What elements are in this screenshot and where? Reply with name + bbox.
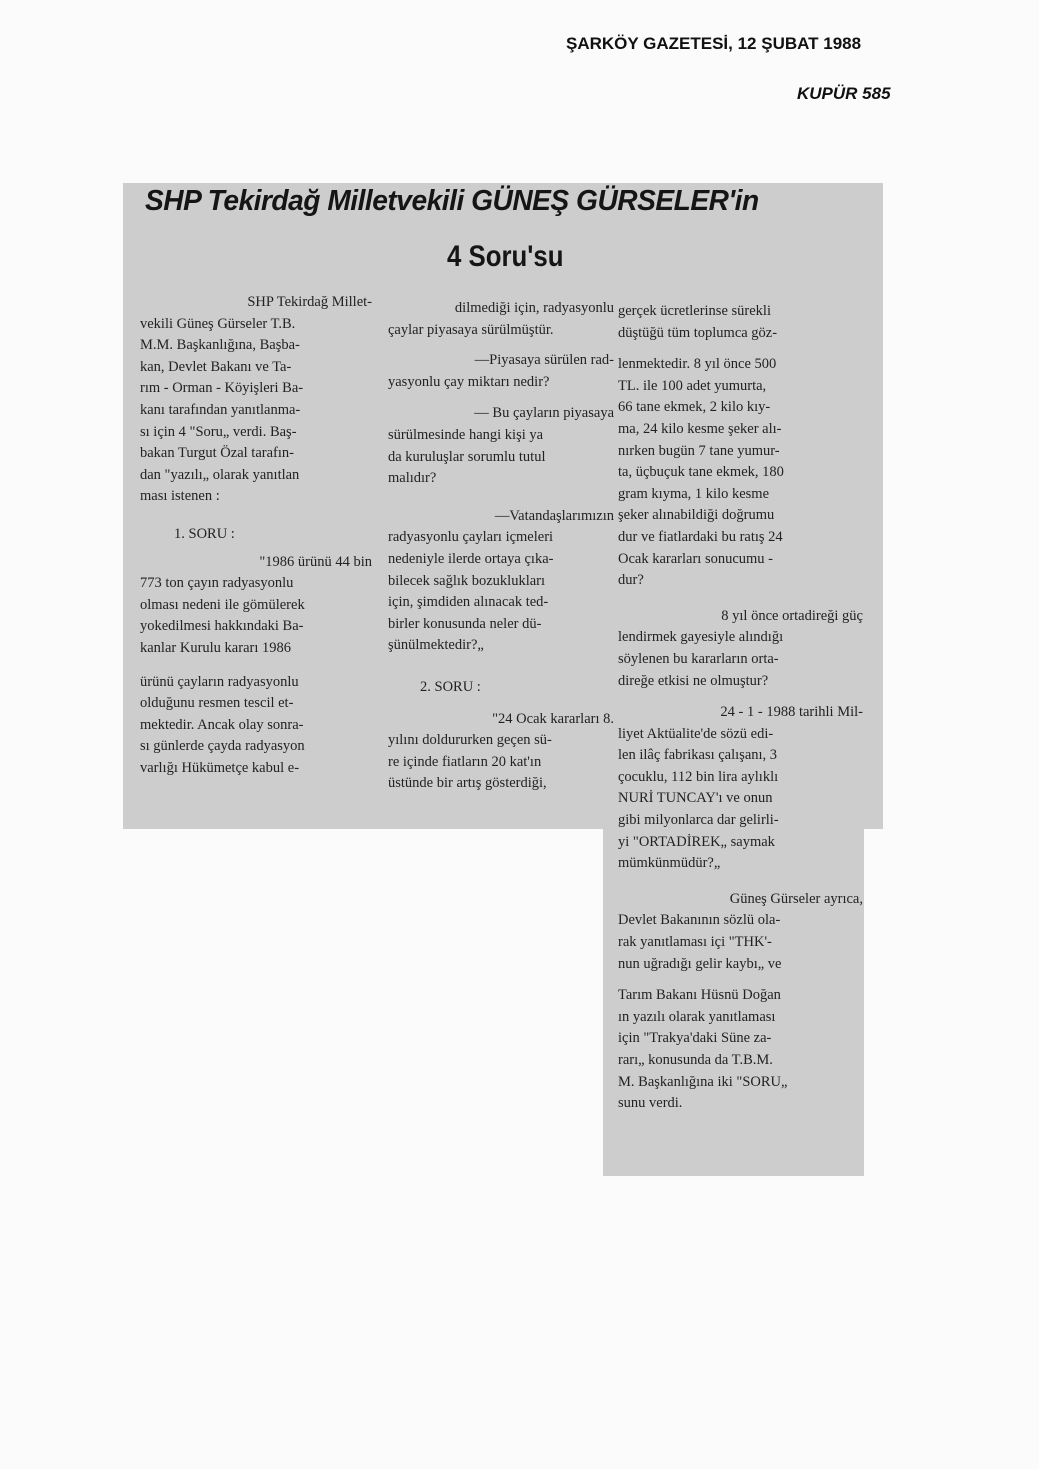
text-line: birler konusunda neler dü- [388,615,542,632]
text-line: TL. ile 100 adet yumurta, [618,377,767,394]
text-line: sı günlerde çayda radyasyon [140,738,305,755]
text-line: rarı„ konusunda da T.B.M. [618,1052,773,1068]
text-line: 8 yıl önce ortadireği güç [721,607,863,624]
text-line: kanlar Kurulu kararı 1986 [140,639,291,656]
text-line: yılını doldururken geçen sü- [388,732,552,749]
article-column-2 [388,298,614,795]
text-line: "1986 ürünü 44 bin [259,553,372,570]
text-line: şeker alınabildiği doğrumu [618,507,775,524]
text-line: M.M. Başkanlığına, Başba- [140,337,300,354]
headline: SHP Tekirdağ Milletvekili GÜNEŞ GÜRSELER'in [145,185,759,217]
text-line: düştüğü tüm toplumca göz- [618,324,778,341]
text-line: mümkünmüdür?„ [618,855,721,872]
text-line: "24 Ocak kararları 8. [492,710,614,727]
text-line: Ocak kararları sonucumu - [618,550,774,567]
text-line: kanı tarafından yanıtlanma- [140,401,301,418]
text-line: dan "yazılı„ olarak yanıtlan [140,466,300,483]
text-line: malıdır? [388,470,437,487]
text-line: re içinde fiatların 20 kat'ın [388,753,542,770]
text-line: da kuruluşlar sorumlu tutul [388,448,546,465]
text-line: 66 tane ekmek, 2 kilo kıy- [618,399,771,416]
text-line: nun uğradığı gelir kaybı„ ve [618,955,782,972]
text-line: Tarım Bakanı Hüsnü Doğan [618,987,781,1004]
clip-number: KUPÜR 585 [797,84,891,103]
text-line: yi "ORTADİREK„ saymak [618,833,775,850]
text-line: mektedir. Ancak olay sonra- [140,716,304,733]
text-line: ta, üçbuçuk tane ekmek, 180 [618,464,784,481]
text-line: olması nedeni ile gömülerek [140,596,305,613]
text-line: Güneş Gürseler ayrıca, [729,890,863,907]
question-heading: 2. SORU : [420,678,481,695]
text-line: — Bu çayların piyasaya [474,405,614,422]
text-line: ması istenen : [140,488,220,505]
text-line: dur ve fiatlardaki bu ratış 24 [618,528,783,545]
text-line: ma, 24 kilo kesme şeker alı- [618,420,782,437]
question-heading: 1. SORU : [174,525,235,542]
article-column-1 [140,292,372,779]
text-line: Devlet Bakanının sözlü ola- [618,912,781,929]
text-line: yasyonlu çay miktarı nedir? [388,373,550,390]
text-line: rak yanıtlaması içi "THK'- [618,934,772,951]
text-line: olduğunu resmen tescil et- [140,695,294,712]
text-line: gibi milyonlarca dar gelirli- [618,812,779,829]
text-line: gram kıyma, 1 kilo kesme [618,485,770,502]
text-line: için "Trakya'daki Süne za- [618,1030,772,1047]
text-line: 24 - 1 - 1988 tarihli Mil- [720,704,863,721]
text-line: varlığı Hükümetçe kabul e- [140,759,300,776]
text-line: için, şimdiden alınacak ted- [388,594,549,611]
text-line: lenmektedir. 8 yıl önce 500 [618,356,777,373]
text-line: üstünde bir artış gösterdiği, [388,775,547,792]
text-line: vekili Güneş Gürseler T.B. [140,315,296,332]
text-line: radyasyonlu çayları içmeleri [388,529,554,546]
text-line: —Piyasaya sürülen rad- [474,352,614,369]
text-line: bilecek sağlık bozuklukları [388,572,546,589]
text-line: ın yazılı olarak yanıtlaması [618,1008,776,1025]
text-line: nedeniyle ilerde ortaya çıka- [388,550,554,567]
text-line: gerçek ücretlerinse sürekli [618,303,771,319]
text-line: sürülmesinde hangi kişi ya [388,426,544,443]
text-line: len ilâç fabrikası çalışanı, 3 [618,747,778,764]
text-line: kan, Devlet Bakanı ve Ta- [140,358,292,375]
text-line: SHP Tekirdağ Millet- [247,294,372,310]
text-line: şünülmektedir?„ [388,637,484,654]
text-line: liyet Aktüalite'de sözü edi- [618,725,774,742]
text-line: M. Başkanlığına iki "SORU„ [618,1073,788,1090]
text-line: sunu verdi. [618,1095,683,1112]
text-line: dur? [618,572,644,589]
text-line: çocuklu, 112 bin lira aylıklı [618,768,779,785]
text-line: yokedilmesi hakkındaki Ba- [140,618,304,635]
text-line: nırken bugün 7 tane yumur- [618,442,780,459]
text-line: söylenen bu kararların orta- [618,650,779,667]
newspaper-source: ŞARKÖY GAZETESİ, 12 ŞUBAT 1988 [566,34,862,53]
text-line: rım - Orman - Köyişleri Ba- [140,380,304,397]
text-line: ürünü çayların radyasyonlu [140,673,299,690]
text-line: sı için 4 "Soru„ verdi. Baş- [140,423,297,440]
text-line: 773 ton çayın radyasyonlu [140,575,294,592]
text-line: —Vatandaşlarımızın [494,507,614,524]
text-line: direğe etkisi ne olmuştur? [618,672,769,689]
text-line: dilmediği için, radyasyonlu [454,300,614,316]
article-column-3 [618,301,863,1115]
headline-subtitle: 4 Soru'su [447,240,564,273]
text-line: bakan Turgut Özal tarafın- [140,445,294,462]
text-line: lendirmek gayesiyle alındığı [618,629,784,646]
text-line: çaylar piyasaya sürülmüştür. [388,321,554,338]
text-line: NURİ TUNCAY'ı ve onun [618,790,773,807]
